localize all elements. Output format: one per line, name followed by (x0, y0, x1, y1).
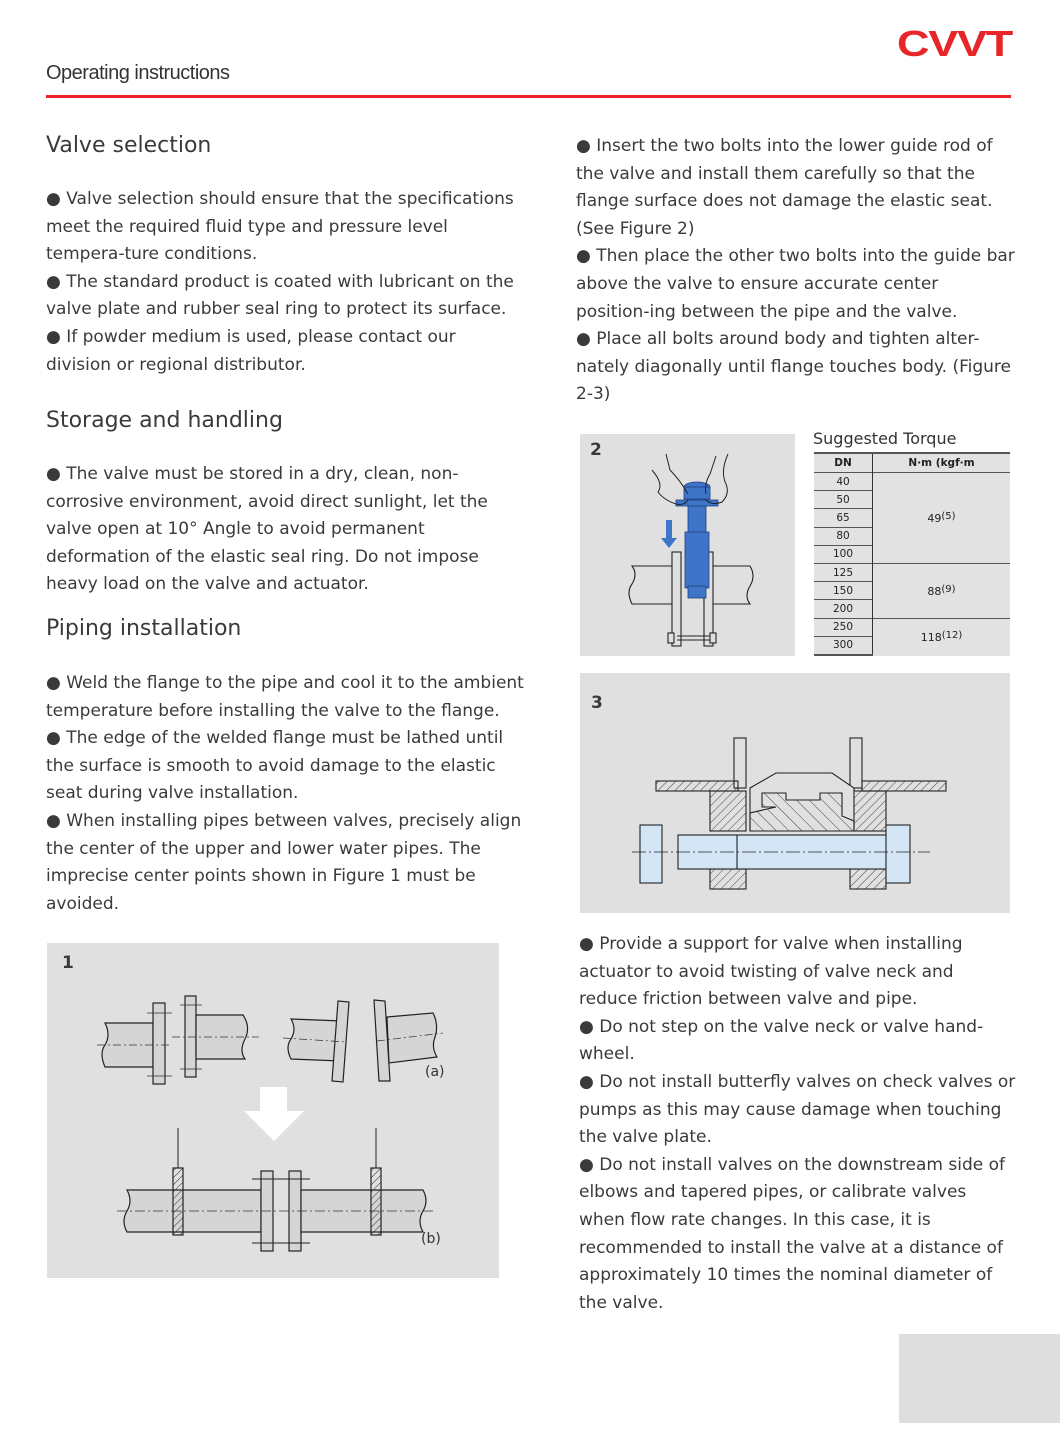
bullet-item: ● Provide a support for valve when installing actuator to avoid twisting of valve neck and reduce friction between valve and pipe. (579, 934, 963, 1010)
bullet-item: ● Do not install valves on the downstream side of elbows and tapered pipes, or calibrate valves when flow rate changes. In this case, it is recommended to install the valve at a distance of approximately 10 times the nominal diameter of the valve. (579, 1154, 1005, 1313)
arrow-down-icon (661, 520, 677, 548)
valve-insertion-diagram (580, 434, 795, 656)
dn-cell: 50 (814, 491, 873, 509)
figure-1-pipe-alignment (47, 943, 499, 1278)
bullet-item: ● Then place the other two bolts into the guide bar above the valve to ensure accurate center position-ing between the pipe and the valve. (576, 246, 1015, 322)
label-a: (a) (425, 1064, 445, 1080)
torque-cell (873, 473, 1011, 564)
torque-kgf: (5) (941, 510, 956, 522)
bullet-item: ● If powder medium is used, please contact our division or regional distributor. (46, 326, 456, 375)
figure-3-flange-section (580, 673, 1010, 913)
heading-valve-selection: Valve selection (46, 133, 212, 158)
bullet-item: ● When installing pipes between valves, precisely align the center of the upper and lower water pipes. The imprecise center points shown in Figure 1 must be avoided. (46, 810, 522, 914)
dn-cell: 100 (814, 545, 873, 563)
bullet-item: ● Valve selection should ensure that the specifications meet the required fluid type and pressure level tempera-ture conditions. (46, 189, 514, 265)
bullet-item: ● The standard product is coated with lubricant on the valve plate and rubber seal ring to protect its surface. (46, 271, 514, 320)
header-divider (46, 95, 1011, 98)
dn-cell: 150 (814, 582, 873, 600)
corner-decoration (899, 1334, 1060, 1423)
bullet-item: ● The edge of the welded flange must be lathed until the surface is smooth to avoid damage to the elastic seat during valve installation. (46, 728, 504, 804)
bullet-item: ● Do not step on the valve neck or valve hand-wheel. (579, 1016, 984, 1065)
dn-cell: 65 (814, 509, 873, 527)
torque-kgf: (12) (941, 629, 963, 641)
column-header-dn: DN (814, 453, 873, 473)
flange-cross-section-diagram (580, 673, 1010, 913)
heading-storage-handling: Storage and handling (46, 408, 283, 433)
torque-cell (873, 563, 1011, 618)
dn-cell: 200 (814, 600, 873, 618)
table-row (814, 563, 1010, 581)
torque-nm: 49 (927, 511, 942, 525)
figure-number: 1 (62, 953, 74, 973)
pipe-alignment-diagram (47, 943, 499, 1278)
dn-cell: 80 (814, 527, 873, 545)
torque-nm: 118 (920, 630, 942, 644)
bullet-item: ● The valve must be stored in a dry, clean, non-corrosive environment, avoid direct sunlight, let the valve open at 10° Angle to avoid permanent deformation of the elastic seal ring. Do not impose heavy load on the valve and actuator. (46, 464, 488, 595)
piping-installation-text (46, 670, 526, 918)
figure-number: 3 (591, 693, 603, 713)
table-row (814, 473, 1010, 491)
torque-kgf: (9) (941, 583, 956, 595)
dn-cell: 300 (814, 636, 873, 655)
storage-handling-text (46, 461, 524, 599)
label-b: (b) (421, 1231, 441, 1247)
column-header-torque: N·m (kgf·m (873, 453, 1011, 473)
installation-steps-text (576, 133, 1016, 409)
figure-2-valve-insertion (580, 434, 795, 656)
dn-cell: 40 (814, 473, 873, 491)
installation-warnings-text (579, 931, 1017, 1317)
torque-nm: 88 (927, 584, 942, 598)
document-title: Operating instructions (46, 62, 230, 84)
suggested-torque-table (814, 452, 1010, 656)
heading-piping-installation: Piping installation (46, 616, 242, 641)
arrow-down-icon (244, 1087, 304, 1141)
figure-number: 2 (590, 440, 602, 460)
table-row (814, 618, 1010, 636)
brand-logo: CVVT (897, 23, 1013, 64)
torque-cell (873, 618, 1011, 655)
dn-cell: 125 (814, 563, 873, 581)
table-header-row (814, 453, 1010, 473)
dn-cell: 250 (814, 618, 873, 636)
bullet-item: ● Place all bolts around body and tighten alter-nately diagonally until flange touches body. (Figure 2-3) (576, 329, 1011, 405)
torque-table-title: Suggested Torque (813, 429, 957, 448)
bullet-item: ● Do not install butterfly valves on check valves or pumps as this may cause damage when touching the valve plate. (579, 1071, 1016, 1148)
bullet-item: ● Weld the flange to the pipe and cool it to the ambient temperature before installing the valve to the flange. (46, 673, 524, 721)
valve-selection-text (46, 186, 526, 379)
bullet-item: ● Insert the two bolts into the lower guide rod of the valve and install them carefully so that the flange surface does not damage the elastic seat. (See Figure 2) (576, 136, 993, 239)
